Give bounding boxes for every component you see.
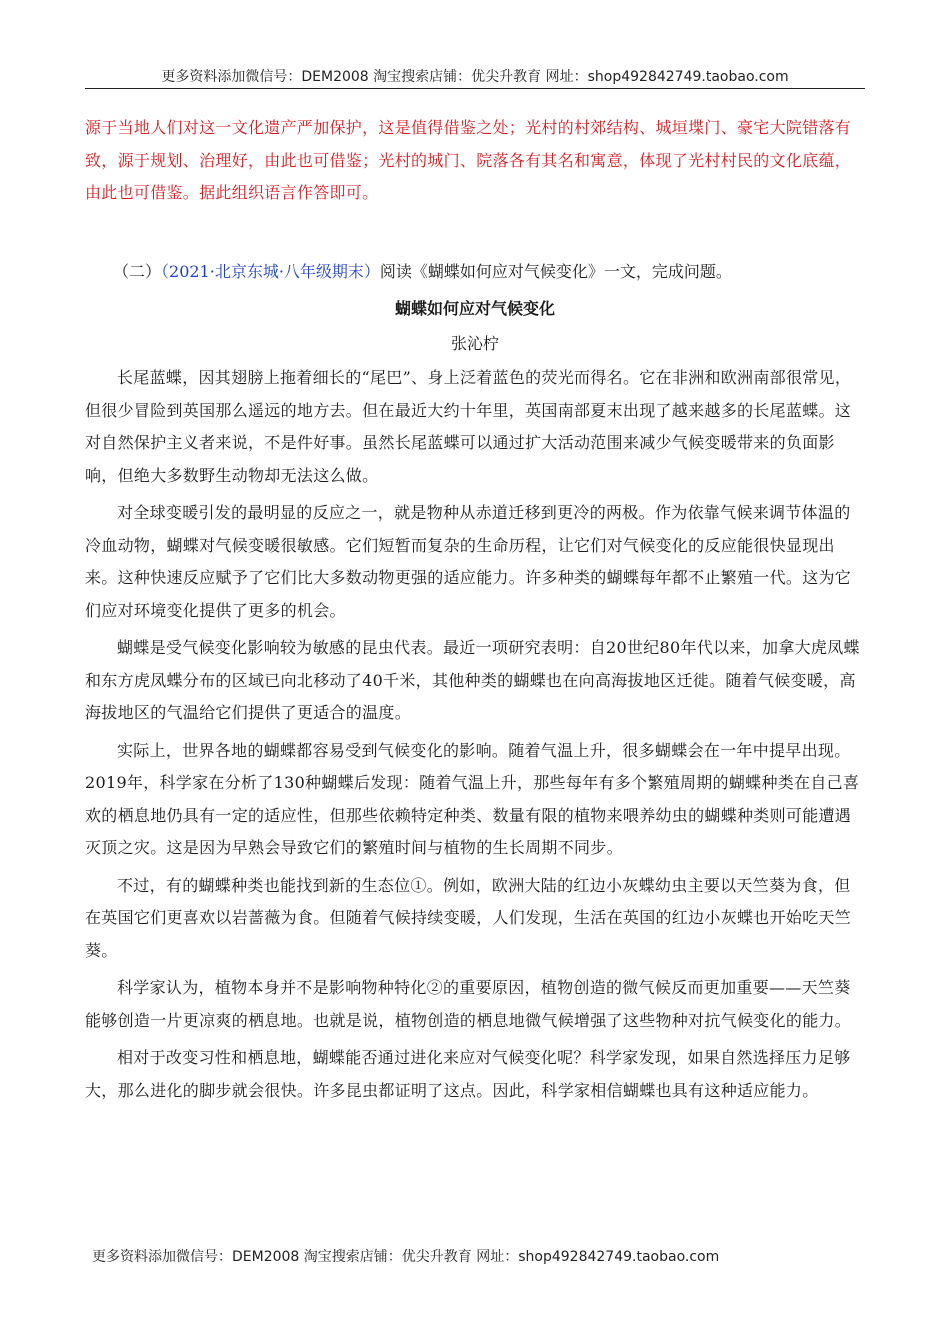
article-paragraph: 对全球变暖引发的最明显的反应之一，就是物种从赤道迁移到更冷的两极。作为依靠气候来调节体温的冷血动物，蝴蝶对气候变暖很敏感。它们短暂而复杂的生命历程，让它们对气候变化的反应能很快显现出来。这种快速反应赋予了它们比大多数动物更强的适应能力。许多种类的蝴蝶每年都不止繁殖一代。这为它们应对环境变化提供了更多的机会。 [85,503,852,620]
header-divider [85,88,865,89]
article-paragraph: 长尾蓝蝶，因其翅膀上拖着细长的“尾巴”、身上泛着蓝色的荧光而得名。它在非洲和欧洲南部很常见，但很少冒险到英国那么遥远的地方去。但在最近大约十年里，英国南部夏末出现了越来越多的长尾蓝蝶。这对自然保护主义者来说，不是件好事。虽然长尾蓝蝶可以通过扩大活动范围来减少气候变暖带来的负面影响，但绝大多数野生动物却无法这么做。 [85,368,852,485]
article-author: 张沁柠 [450,334,499,353]
article-paragraph: 不过，有的蝴蝶种类也能找到新的生态位①。例如，欧洲大陆的红边小灰蝶幼虫主要以天竺葵为食，但在英国它们更喜欢以岩蔷薇为食。但随着气候持续变暖，人们发现，生活在英国的红边小灰蝶也开始吃天竺葵。 [85,875,852,960]
article-paragraph: 相对于改变习性和栖息地，蝴蝶能否通过进化来应对气候变化呢？科学家发现，如果自然选择压力足够大，那么进化的脚步就会很快。许多昆虫都证明了这点。因此，科学家相信蝴蝶也具有这种适应能力。 [85,1048,851,1100]
answer-explanation: 源于当地人们对这一文化遗产严加保护，这是值得借鉴之处；光村的村郊结构、城垣堞门、豪宅大院错落有致，源于规划、治理好，由此也可借鉴；光村的城门、院落各有其名和寓意，体现了光村村民的文化底蕴，由此也可借鉴。据此组织语言作答即可。 [85,118,852,202]
article-paragraph: 科学家认为，植物本身并不是影响物种特化②的重要原因，植物创造的微气候反而更加重要——天竺葵能够创造一片更凉爽的栖息地。也就是说，植物创造的栖息地微气候增强了这些物种对抗气候变化的能力。 [85,978,852,1030]
page-footer: 更多资料添加微信号：DEM2008 淘宝搜索店铺：优尖升教育 网址：shop492842749.taobao.com [92,1249,720,1265]
article-paragraph: 实际上，世界各地的蝴蝶都容易受到气候变化的影响。随着气温上升，很多蝴蝶会在一年中提早出现。2019年，科学家在分析了130种蝴蝶后发现：随着气温上升，那些每年有多个繁殖周期的蝴蝶种类在自己喜欢的栖息地仍具有一定的适应性，但那些依赖特定种类、数量有限的植物来喂养幼虫的蝴蝶种类则可能遭遇灭顶之灾。这是因为早熟会导致它们的繁殖时间与植物的生长周期不同步。 [85,740,860,857]
section-source: （2021·北京东城·八年级期末） [161,262,380,281]
section-instruction: 阅读《蝴蝶如何应对气候变化》一文，完成问题。 [379,262,732,281]
article-title: 蝴蝶如何应对气候变化 [394,299,555,318]
article-body [85,362,865,1112]
page-header: 更多资料添加微信号：DEM2008 淘宝搜索店铺：优尖升教育 网址：shop492842749.taobao.com [161,69,789,85]
section-number: （二） [113,262,162,281]
article-paragraph: 蝴蝶是受气候变化影响较为敏感的昆虫代表。最近一项研究表明：自20世纪80年代以来，加拿大虎凤蝶和东方虎凤蝶分布的区域已向北移动了40千米，其他种类的蝴蝶也在向高海拔地区迁徙。随着气候变暖，高海拔地区的气温给它们提供了更适合的温度。 [85,638,860,722]
section-heading [113,258,732,286]
